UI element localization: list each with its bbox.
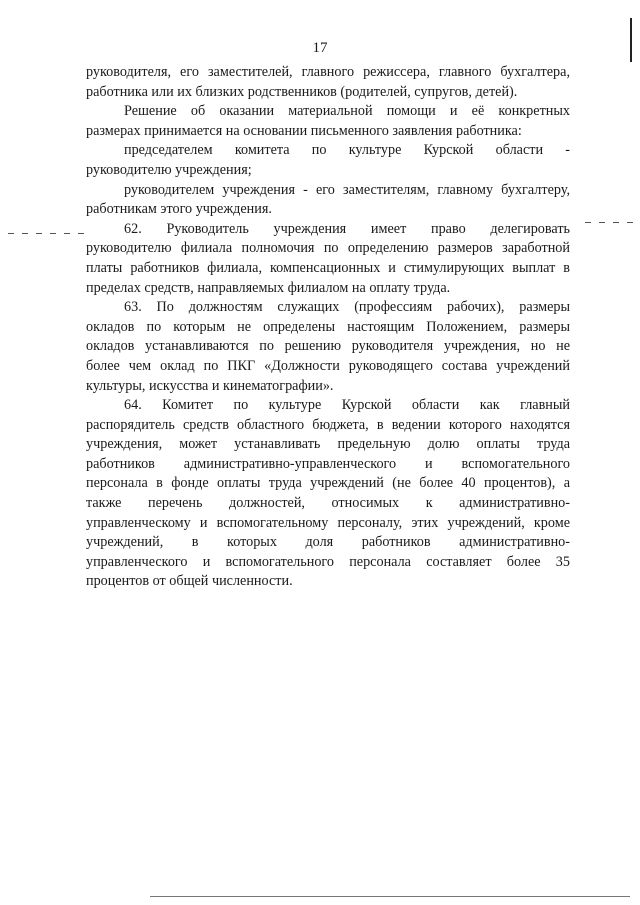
text-line: учреждений, в которых доля работников административно- xyxy=(86,534,570,551)
document-body xyxy=(86,63,570,592)
text-line: распорядитель средств областного бюджета, в ведении которого находятся xyxy=(86,416,570,433)
text-line: культуры, искусства и кинематографии». xyxy=(86,377,334,394)
text-line: управленческого и вспомогательного персонала составляет более 35 xyxy=(86,553,570,570)
paragraph-63 xyxy=(86,298,570,396)
fold-mark-right xyxy=(585,222,633,223)
scan-bottom-line xyxy=(150,896,630,897)
page-number: 17 xyxy=(312,40,328,56)
text-line: руководителю учреждения; xyxy=(86,161,252,178)
text-line: учреждения, может устанавливать предельную долю оплаты труда xyxy=(86,436,570,453)
paragraph-continuation xyxy=(86,63,570,102)
paragraph-head xyxy=(86,181,570,220)
text-line: окладов по которым не определены настоящим Положением, размеры xyxy=(86,318,570,335)
fold-mark-left xyxy=(8,233,86,234)
text-line: работникам этого учреждения. xyxy=(86,201,272,218)
paragraph-64 xyxy=(86,396,570,592)
text-line: процентов от общей численности. xyxy=(86,573,293,590)
text-line: руководителем учреждения - его заместителям, главному бухгалтеру, xyxy=(124,181,570,198)
text-line: 62. Руководитель учреждения имеет право делегировать xyxy=(124,220,570,237)
text-line: также перечень должностей, относимых к административно- xyxy=(86,495,570,512)
paragraph-62 xyxy=(86,220,570,298)
text-line: работников административно-управленческого и вспомогательного xyxy=(86,455,570,472)
text-line: 63. По должностям служащих (профессиям рабочих), размеры xyxy=(124,299,570,316)
text-line: председателем комитета по культуре Курской области - xyxy=(124,142,570,159)
text-line: управленческому и вспомогательному персоналу, этих учреждений, кроме xyxy=(86,514,570,531)
text-line: платы работников филиала, компенсационных и стимулирующих выплат в xyxy=(86,259,570,276)
text-line: размерах принимается на основании письменного заявления работника: xyxy=(86,122,522,139)
paragraph-chairman xyxy=(86,141,570,180)
text-line: 64. Комитет по культуре Курской области как главный xyxy=(124,397,570,414)
text-line: окладов устанавливаются по решению руководителя учреждения, но не xyxy=(86,338,570,355)
text-line: персонала в фонде оплаты труда учреждений (не более 40 процентов), а xyxy=(86,475,570,492)
text-line: руководителю филиала полномочия по определению размеров заработной xyxy=(86,240,570,257)
text-line: более чем оклад по ПКГ «Должности руководящего состава учреждений xyxy=(86,357,570,374)
paragraph-decision xyxy=(86,102,570,141)
text-line: Решение об оказании материальной помощи и её конкретных xyxy=(124,103,570,120)
text-line: пределах средств, направляемых филиалом на оплату труда. xyxy=(86,279,451,296)
text-line: руководителя, его заместителей, главного режиссера, главного бухгалтера, xyxy=(86,64,570,80)
text-line: работника или их близких родственников (родителей, супругов, детей). xyxy=(86,83,518,100)
scan-edge-mark xyxy=(630,18,632,62)
